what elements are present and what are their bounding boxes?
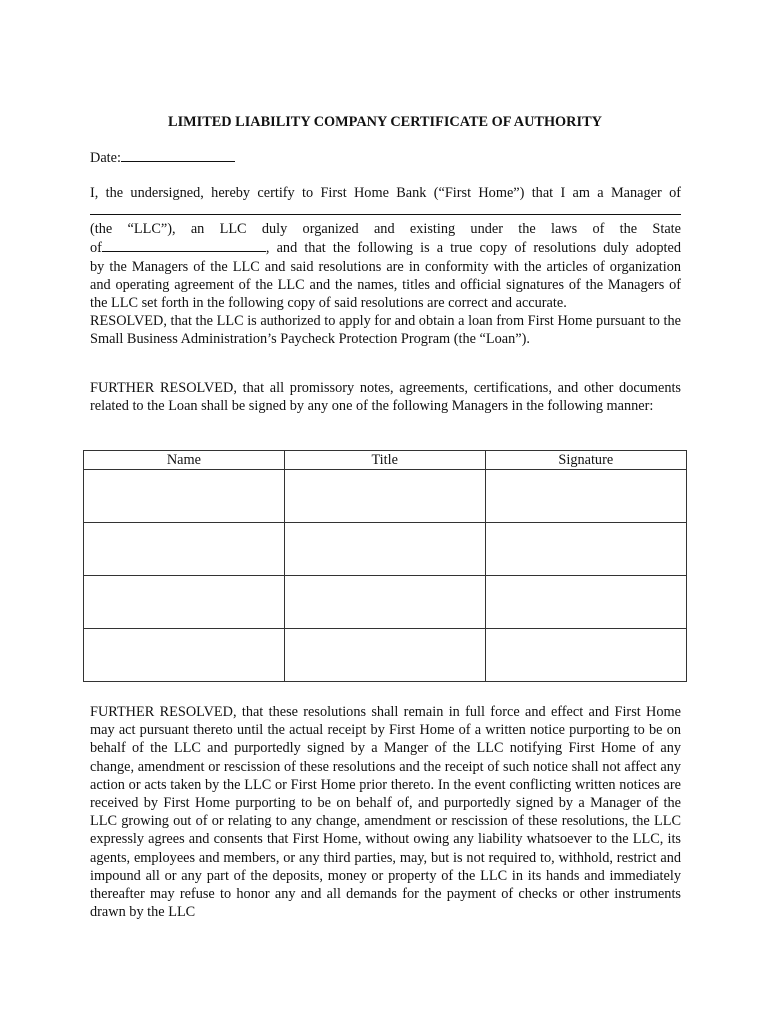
llc-name-blank[interactable] <box>90 202 681 220</box>
signature-cell[interactable] <box>485 470 686 523</box>
name-cell[interactable] <box>84 629 285 682</box>
signature-cell[interactable] <box>485 523 686 576</box>
state-blank[interactable] <box>102 238 266 252</box>
title-cell[interactable] <box>284 470 485 523</box>
date-blank[interactable] <box>121 148 235 162</box>
resolved-loan: RESOLVED, that the LLC is authorized to apply for and obtain a loan from First Home pursuant to the Small Business Administration’s Paycheck Protection Program (the “Loan”). <box>90 313 681 348</box>
header-title: Title <box>284 451 485 470</box>
resolved-force-paragraph: FURTHER RESOLVED, that these resolutions shall remain in full force and effect and First Home may act pursuant thereto until the actual receipt by First Home of a written notice purporting to be on behalf of the LLC and purportedly signed by a Manger of the LLC notifying First Home of any change, amendment or rescission of these resolutions and the receipt of such notice shall not affect any action or acts taken by the LLC or First Home prior thereto. In the event conflicting written notices are received by First Home purporting to be on behalf of, and purportedly signed by a Manager of the LLC growing out of or relating to any change, amendment or rescission of these resolutions, the LLC expressly agrees and consents that First Home, without owing any liability whatsoever to the LLC, its agents, employees and members, or any third parties, may, but is not required to, withhold, restrict and impound all or any part of the deposits, money or property of the LLC in its hands and immediately thereafter may refuse to honor any and all demands for the payment of checks or other instruments drawn by the LLC <box>90 704 681 921</box>
cert-line-2: (the “LLC”), an LLC duly organized and existing under the laws of the State <box>90 221 681 238</box>
cert-line-3-suffix: , and that the following is a true copy of resolutions duly adopted <box>265 240 681 257</box>
date-line <box>90 148 235 167</box>
table-row <box>84 629 687 682</box>
name-cell[interactable] <box>84 470 285 523</box>
title-cell[interactable] <box>284 523 485 576</box>
date-label: Date: <box>90 150 121 166</box>
cert-rest: by the Managers of the LLC and said resolutions are in conformity with the articles of organization and operating agreement of the LLC and the names, titles and official signatures of the Managers of the LLC set forth in the following copy of said resolutions are correct and accurate. <box>90 258 681 312</box>
table-row <box>84 470 687 523</box>
signature-cell[interactable] <box>485 576 686 629</box>
table-header-row <box>84 451 687 470</box>
cert-line-1: I, the undersigned, hereby certify to First Home Bank (“First Home”) that I am a Manager of <box>90 185 681 201</box>
certification-paragraph <box>90 184 681 349</box>
header-name: Name <box>84 451 285 470</box>
table-row <box>84 523 687 576</box>
cert-line-3 <box>90 238 681 257</box>
header-signature: Signature <box>485 451 686 470</box>
cert-line-3-prefix: of <box>90 240 102 257</box>
resolved-signing-paragraph: FURTHER RESOLVED, that all promissory notes, agreements, certifications, and other documents related to the Loan shall be signed by any one of the following Managers in the following manner: <box>90 380 681 415</box>
title-cell[interactable] <box>284 576 485 629</box>
document-title: LIMITED LIABILITY COMPANY CERTIFICATE OF AUTHORITY <box>168 114 602 130</box>
table-row <box>84 576 687 629</box>
managers-table <box>83 450 687 682</box>
signature-cell[interactable] <box>485 629 686 682</box>
name-cell[interactable] <box>84 576 285 629</box>
name-cell[interactable] <box>84 523 285 576</box>
title-cell[interactable] <box>284 629 485 682</box>
